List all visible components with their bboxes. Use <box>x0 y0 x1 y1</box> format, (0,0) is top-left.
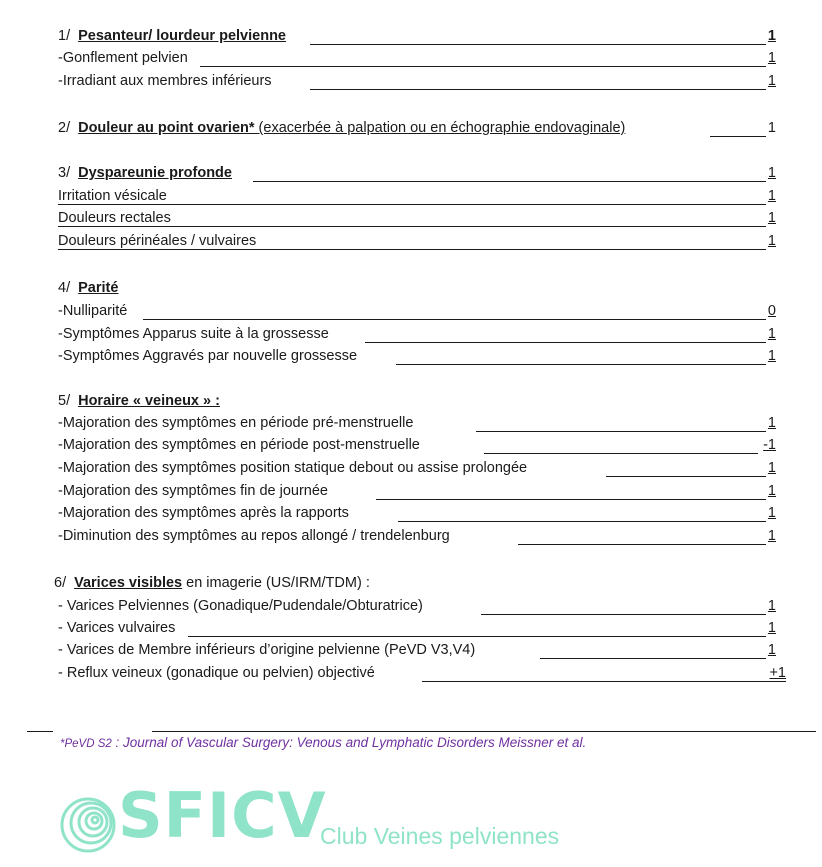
footnote-ref: *PeVD S2 <box>60 738 112 750</box>
section-3-title: Dyspareunie profonde <box>78 165 232 181</box>
logo-subtitle: Club Veines pelviennes <box>320 823 560 849</box>
item-score: 1 <box>767 620 776 636</box>
section-4-title: Parité <box>78 280 119 296</box>
section-3-number: 3/ <box>58 165 71 181</box>
section-6-item <box>58 641 776 659</box>
item-label: -Irradiant aux membres inférieurs <box>58 73 272 89</box>
section-6-title: Varices visibles <box>74 575 183 591</box>
item-label: - Varices vulvaires <box>58 620 176 636</box>
section-5-item <box>58 482 776 500</box>
section-2-number: 2/ <box>58 120 71 136</box>
section-6-item <box>58 664 786 682</box>
item-label: -Majoration des symptômes en période post-menstruelle <box>58 437 420 453</box>
section-3-score: 1 <box>767 165 776 181</box>
item-score: 1 <box>767 210 776 226</box>
item-label: -Majoration des symptômes fin de journée <box>58 483 328 499</box>
section-1-title: Pesanteur/ lourdeur pelvienne <box>78 28 286 44</box>
item-score: 1 <box>767 188 776 204</box>
section-6-item <box>58 619 776 637</box>
section-4-item <box>58 302 776 320</box>
section-3-title-row <box>58 164 776 182</box>
item-score: 1 <box>767 642 776 658</box>
item-label: Douleurs périnéales / vulvaires <box>58 233 257 249</box>
section-6-item <box>58 597 776 615</box>
section-5-number: 5/ <box>58 393 71 409</box>
item-score: 1 <box>767 73 776 89</box>
item-label: -Majoration des symptômes après la rapports <box>58 505 349 521</box>
section-4-item <box>58 325 776 343</box>
section-2-note: (exacerbée à palpation ou en échographie endovaginale) <box>254 120 626 136</box>
footnote-text: : Journal of Vascular Surgery: Venous and Lymphatic Disorders Meissner et al. <box>111 735 587 750</box>
item-label: -Symptômes Aggravés par nouvelle grossesse <box>58 348 358 364</box>
item-label: -Majoration des symptômes en période pré-menstruelle <box>58 415 414 431</box>
footnote <box>60 735 586 750</box>
sficv-logo <box>58 779 658 855</box>
section-1-number: 1/ <box>58 28 71 44</box>
item-label: -Symptômes Apparus suite à la grossesse <box>58 326 329 342</box>
section-4-number: 4/ <box>58 280 71 296</box>
section-5-title-row <box>58 392 776 410</box>
logo-name: SFICV <box>118 779 327 852</box>
item-score: 1 <box>767 460 776 476</box>
section-5-item <box>58 459 776 477</box>
item-label: -Gonflement pelvien <box>58 50 188 66</box>
section-4-title-row <box>58 279 776 297</box>
item-score: 1 <box>767 326 776 342</box>
item-label: -Nulliparité <box>58 303 128 319</box>
section-1-item <box>58 49 776 67</box>
section-5-item <box>58 527 776 545</box>
item-score: 0 <box>767 303 776 319</box>
item-score: -1 <box>763 437 776 453</box>
section-3-item <box>58 232 776 250</box>
spiral-icon <box>58 795 118 855</box>
item-label: - Reflux veineux (gonadique ou pelvien) objectivé <box>58 665 375 681</box>
item-score: 1 <box>767 348 776 364</box>
section-3-item <box>58 209 776 227</box>
section-6-title-row <box>54 574 772 592</box>
item-score: 1 <box>767 233 776 249</box>
section-1-title-row <box>58 27 776 45</box>
section-6-note: en imagerie (US/IRM/TDM) : <box>182 575 370 591</box>
footnote-divider-right <box>152 731 816 732</box>
section-2-title: Douleur au point ovarien* <box>78 120 255 136</box>
section-5-item <box>58 436 776 454</box>
section-4-item <box>58 347 776 365</box>
item-label: -Majoration des symptômes position statique debout ou assise prolongée <box>58 460 528 476</box>
item-label: - Varices de Membre inférieurs d’origine pelvienne (PeVD V3,V4) <box>58 642 476 658</box>
section-6-number: 6/ <box>54 575 67 591</box>
item-score: +1 <box>769 665 786 681</box>
section-2-score: 1 <box>767 120 776 136</box>
item-score: 1 <box>767 505 776 521</box>
footnote-divider-left <box>27 731 53 732</box>
item-label: -Diminution des symptômes au repos allongé / trendelenburg <box>58 528 450 544</box>
section-1-item <box>58 72 776 90</box>
item-score: 1 <box>767 528 776 544</box>
section-3-item <box>58 187 776 205</box>
item-label: - Varices Pelviennes (Gonadique/Pudendale/Obturatrice) <box>58 598 423 614</box>
section-5-item <box>58 414 776 432</box>
item-score: 1 <box>767 483 776 499</box>
item-label: Douleurs rectales <box>58 210 171 226</box>
section-5-item <box>58 504 776 522</box>
section-2-title-row <box>58 119 776 137</box>
item-label: Irritation vésicale <box>58 188 167 204</box>
section-5-title: Horaire « veineux » : <box>78 393 220 409</box>
section-1-score: 1 <box>767 28 776 44</box>
item-score: 1 <box>767 598 776 614</box>
item-score: 1 <box>767 415 776 431</box>
item-score: 1 <box>767 50 776 66</box>
